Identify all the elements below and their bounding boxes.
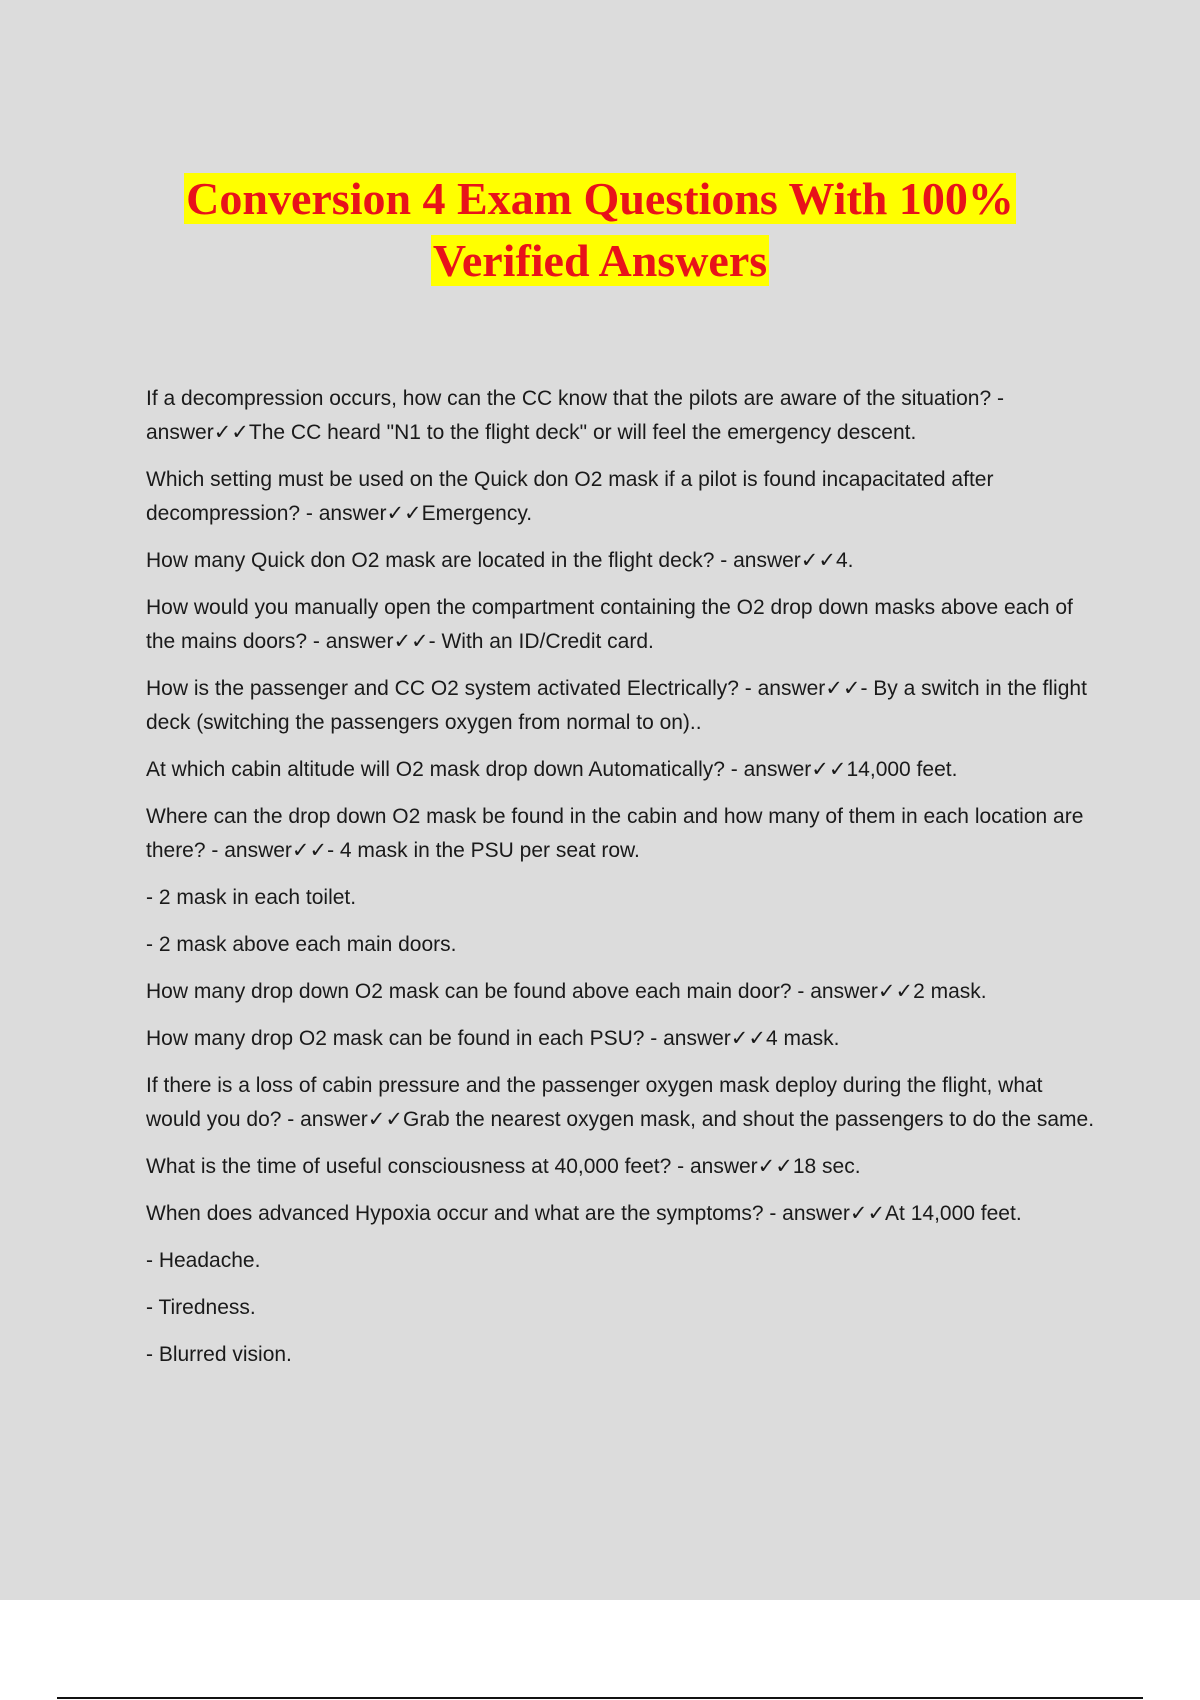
list-item: - Tiredness. bbox=[146, 1296, 256, 1319]
list-item: - Blurred vision. bbox=[146, 1343, 292, 1366]
qa-paragraph: If a decompression occurs, how can the CC know that the pilots are aware of the situation? - answer✓✓The CC heard "N1 to the flight deck" or will feel the emergency descent. bbox=[146, 387, 1004, 444]
list-item: - 2 mask in each toilet. bbox=[146, 886, 357, 909]
qa-paragraph: When does advanced Hypoxia occur and what are the symptoms? - answer✓✓At 14,000 feet. bbox=[146, 1202, 1022, 1225]
list-item: - 2 mask above each main doors. bbox=[146, 933, 457, 956]
title-line-1: Conversion 4 Exam Questions With 100% bbox=[186, 173, 1014, 224]
qa-paragraph: How many drop O2 mask can be found in each PSU? - answer✓✓4 mask. bbox=[146, 1027, 840, 1050]
qa-paragraph: What is the time of useful consciousness at 40,000 feet? - answer✓✓18 sec. bbox=[146, 1155, 861, 1178]
qa-paragraph: At which cabin altitude will O2 mask drop down Automatically? - answer✓✓14,000 feet. bbox=[146, 758, 958, 781]
document-title bbox=[0, 168, 1200, 292]
qa-paragraph: How many Quick don O2 mask are located in the flight deck? - answer✓✓4. bbox=[146, 549, 854, 572]
list-item: - Headache. bbox=[146, 1249, 261, 1272]
qa-paragraph: How would you manually open the compartment containing the O2 drop down masks above each of the mains doors? - answer✓✓- With an ID/Credit card. bbox=[146, 596, 1073, 653]
qa-paragraph: If there is a loss of cabin pressure and the passenger oxygen mask deploy during the flight, what would you do? - answer✓✓Grab the nearest oxygen mask, and shout the passengers to do the same. bbox=[146, 1074, 1095, 1131]
document-body bbox=[146, 382, 1096, 1385]
footer-divider bbox=[57, 1697, 1143, 1699]
qa-paragraph: Which setting must be used on the Quick don O2 mask if a pilot is found incapacitated after decompression? - answer✓✓Emergency. bbox=[146, 468, 994, 525]
qa-paragraph: How many drop down O2 mask can be found above each main door? - answer✓✓2 mask. bbox=[146, 980, 987, 1003]
qa-paragraph: How is the passenger and CC O2 system activated Electrically? - answer✓✓- By a switch in the flight deck (switching the passengers oxygen from normal to on).. bbox=[146, 677, 1087, 734]
title-line-2: Verified Answers bbox=[432, 235, 768, 286]
qa-paragraph: Where can the drop down O2 mask be found in the cabin and how many of them in each location are there? - answer✓✓- 4 mask in the PSU per seat row. bbox=[146, 805, 1084, 862]
